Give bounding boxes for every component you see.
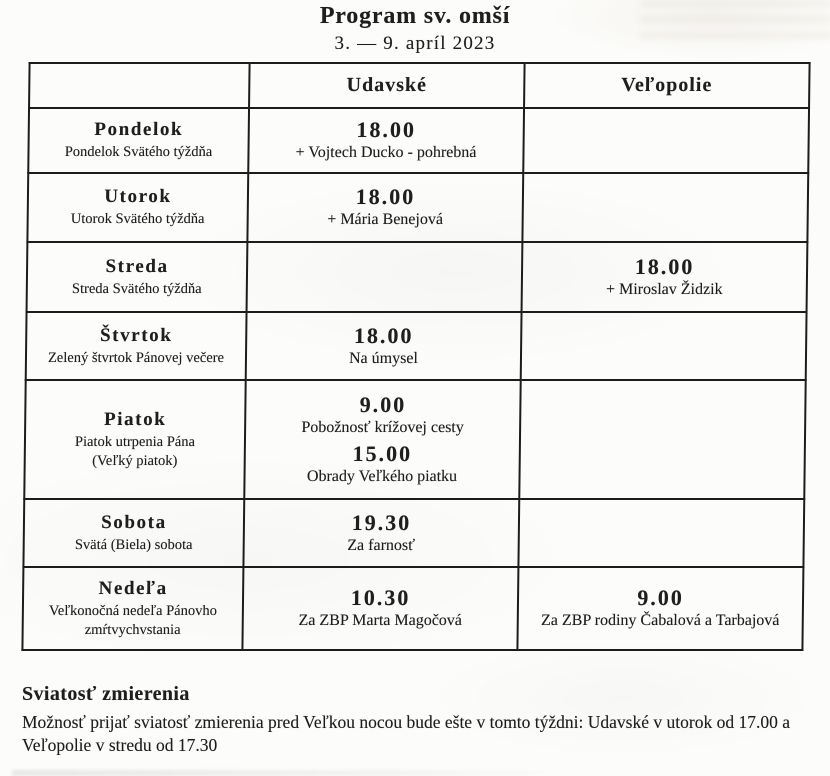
table-row-piatok: [24, 380, 805, 499]
mass-cell-velopolie: [517, 567, 803, 650]
day-name: Nedeľa: [98, 578, 168, 600]
column-header-velopolie: Veľopolie: [524, 63, 810, 108]
mass-entry: [529, 255, 801, 300]
day-name: Utorok: [104, 186, 172, 208]
mass-time: 10.30: [350, 585, 411, 611]
day-name: Štvrtok: [99, 324, 173, 346]
mass-cell-velopolie-empty: [522, 173, 808, 242]
day-name: Pondelok: [94, 119, 184, 141]
corner-cell: [29, 63, 250, 108]
mass-entry: [255, 118, 517, 163]
mass-time: 18.00: [353, 322, 414, 348]
date-range: 3. — 9. apríl 2023: [334, 33, 496, 54]
mass-intention: Obrady Veľkého piatku: [306, 467, 458, 485]
mass-cell-udavske: [244, 380, 520, 499]
day-cell: [27, 242, 248, 312]
mass-cell-udavske: [242, 567, 518, 650]
table-row-nedela: [22, 567, 803, 650]
mass-cell-udavske-empty: [247, 242, 523, 312]
day-cell: [23, 499, 244, 567]
mass-schedule-table: [21, 62, 810, 651]
mass-entry: [250, 586, 512, 631]
mass-entry: [253, 324, 515, 369]
mass-time: 18.00: [356, 117, 417, 143]
mass-cell-velopolie-empty: [521, 312, 807, 380]
mass-intention: Na úmysel: [348, 349, 419, 367]
mass-cell-velopolie-empty: [523, 108, 809, 173]
mass-cell-velopolie: [522, 242, 808, 312]
table-row-stvrtok: [26, 312, 807, 380]
day-description: Svätá (Biela) sobota: [74, 536, 193, 553]
mass-time: 18.00: [634, 253, 695, 279]
day-name: Streda: [105, 255, 169, 277]
page-title: Program sv. omší: [319, 3, 511, 29]
table-row-streda: [27, 242, 808, 312]
mass-cell-velopolie-empty: [518, 499, 804, 567]
mass-time: 9.00: [637, 585, 684, 611]
mass-entry: [255, 185, 517, 230]
mass-cell-velopolie-empty: [519, 380, 805, 499]
day-cell: [27, 173, 248, 242]
mass-intention: Pobožnosť krížovej cesty: [301, 419, 464, 437]
mass-intention: Za ZBP Marta Magočová: [298, 612, 463, 630]
table-row-utorok: [27, 173, 808, 242]
day-name: Sobota: [101, 511, 167, 533]
mass-intention: + Vojtech Ducko - pohrebná: [295, 144, 477, 162]
day-cell: [26, 312, 247, 380]
mass-intention: + Mária Benejová: [327, 211, 444, 229]
day-cell: [22, 567, 243, 650]
day-description: Streda Svätého týždňa: [71, 280, 202, 297]
day-cell: [28, 108, 249, 173]
mass-time: 15.00: [352, 440, 413, 466]
mass-cell-udavske: [243, 499, 519, 567]
mass-time: 19.30: [351, 509, 412, 535]
mass-entry: [252, 393, 514, 438]
table-row-pondelok: [28, 108, 809, 173]
table-row-sobota: [23, 499, 804, 567]
scan-cutoff-line-artifact: [12, 770, 572, 776]
day-description: Piatok utrpenia Pána (Veľký piatok): [74, 434, 196, 469]
mass-time: 9.00: [359, 391, 407, 417]
day-description: Veľkonočná nedeľa Pánovho zmŕtvychvstania: [48, 603, 217, 638]
mass-entry: [251, 511, 513, 556]
mass-cell-udavske: [247, 173, 523, 242]
mass-cell-udavske: [246, 312, 522, 380]
mass-entry: [525, 586, 797, 631]
mass-intention: + Miroslav Židzik: [605, 280, 723, 298]
table-header-row: [29, 63, 810, 108]
confession-text: Možnosť prijať sviatosť zmierenia pred Veľkou nocou bude ešte v tomto týždni: Udavské v utorok od 17.00 a Veľopolie v stredu od 17.30: [22, 712, 790, 756]
day-description: Zelený štvrtok Pánovej večere: [47, 349, 225, 366]
confession-notice-section: [22, 683, 808, 757]
mass-entry: [251, 442, 513, 487]
day-description: Utorok Svätého týždňa: [70, 211, 205, 228]
mass-time: 18.00: [355, 184, 416, 210]
column-header-udavske: Udavské: [249, 63, 525, 108]
scan-bleed-through-artifact: [640, 0, 830, 46]
mass-intention: Za ZBP rodiny Čabalová a Tarbajová: [540, 612, 780, 630]
mass-intention: Za farnosť: [347, 536, 416, 554]
day-name: Piatok: [103, 409, 167, 431]
day-cell: [24, 380, 245, 499]
mass-cell-udavske: [248, 108, 524, 173]
day-description: Pondelok Svätého týždňa: [64, 144, 213, 161]
confession-heading: Sviatosť zmierenia: [22, 683, 190, 705]
